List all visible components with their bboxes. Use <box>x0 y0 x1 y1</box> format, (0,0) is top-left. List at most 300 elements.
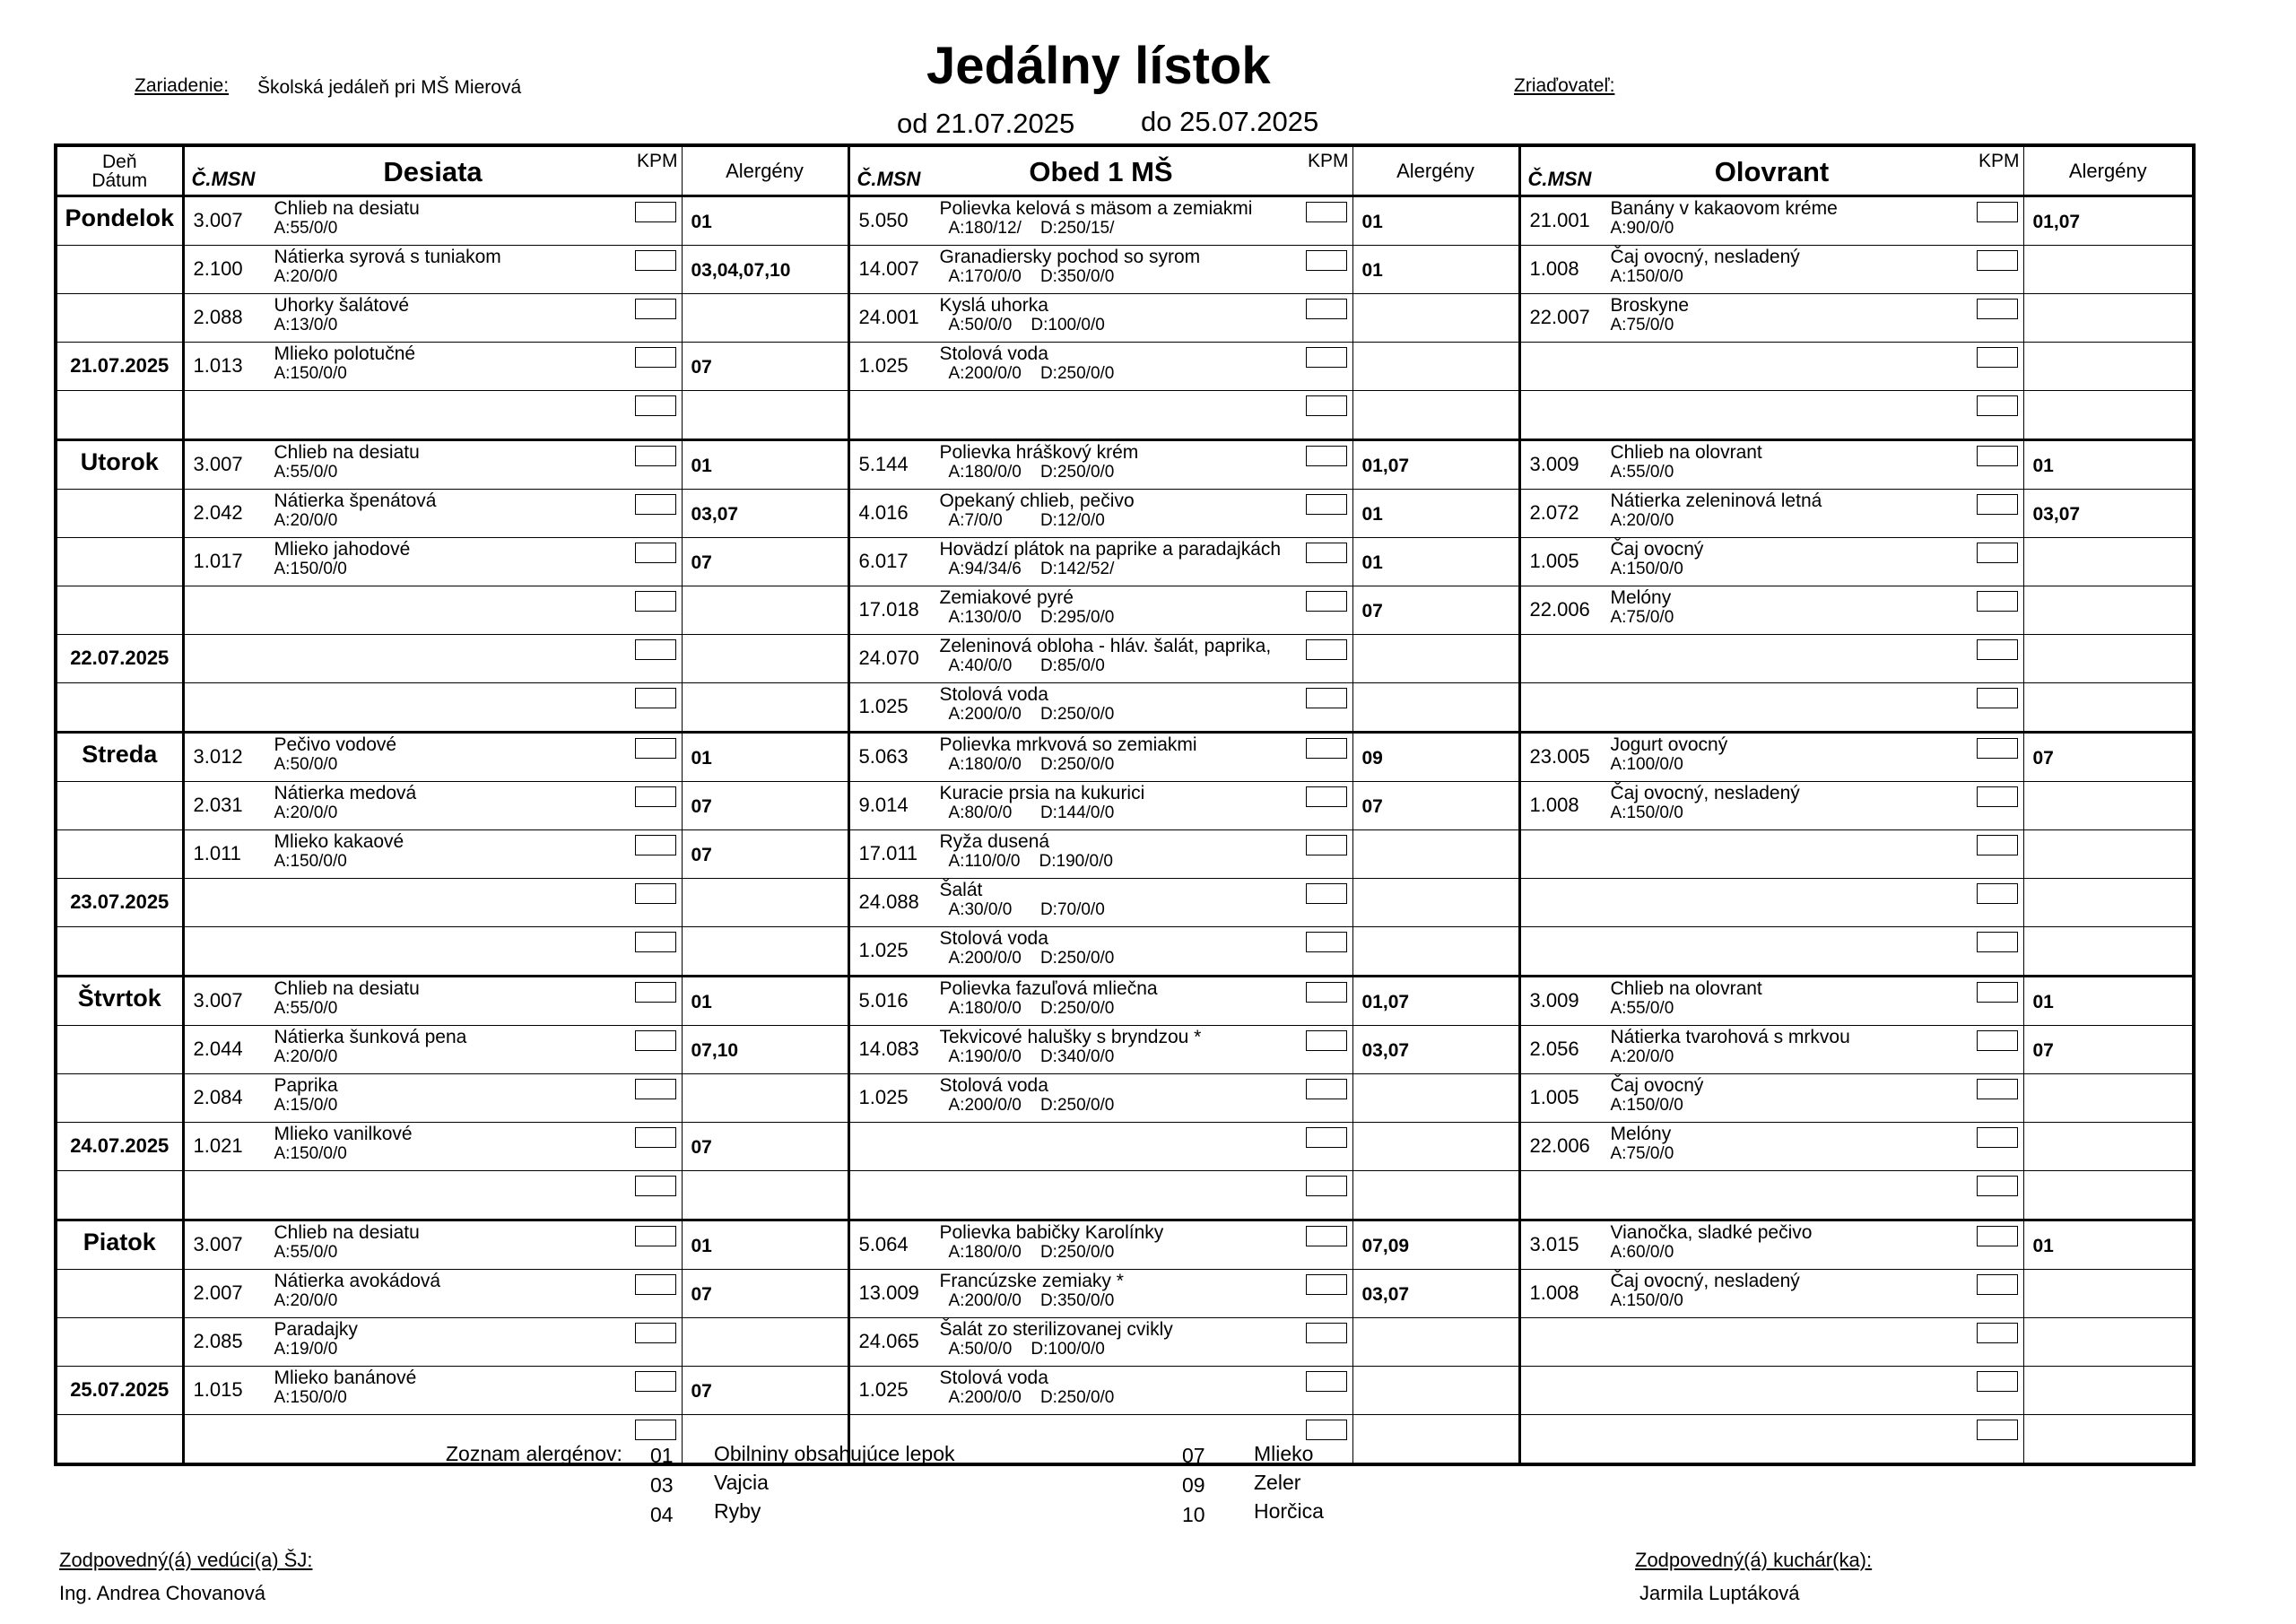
meal-cell <box>1519 440 2023 490</box>
allergen-cell <box>682 683 848 733</box>
meal-code: 2.084 <box>193 1086 243 1108</box>
kpm-checkbox[interactable] <box>1977 883 2018 904</box>
meal-code: 24.001 <box>858 306 919 328</box>
kpm-checkbox[interactable] <box>635 1079 676 1099</box>
meal-cell <box>848 977 1352 1026</box>
allergen-cell <box>1352 830 1519 879</box>
allergen-cell <box>682 635 848 683</box>
allergen-codes: 07,09 <box>1361 1236 1410 1256</box>
meal-cell <box>848 490 1352 538</box>
kpm-checkbox[interactable] <box>635 932 676 952</box>
allergen-cell <box>682 977 848 1026</box>
meal-portion: A:55/0/0 <box>274 219 338 238</box>
meal-name: Chlieb na desiatu <box>274 198 420 219</box>
table-row <box>56 1074 2194 1123</box>
facility-label: Zariadenie: <box>135 75 230 96</box>
allergen-cell <box>2023 782 2194 830</box>
meal-cell <box>848 294 1352 343</box>
meal-name: Stolová voda <box>939 1075 1048 1096</box>
table-row <box>56 586 2194 635</box>
meal-cell <box>848 1318 1352 1367</box>
facility-name: Školská jedáleň pri MŠ Mierová <box>257 77 522 98</box>
meal-cell <box>848 1270 1352 1318</box>
meal-portion: A:30/0/0 D:70/0/0 <box>948 900 1105 919</box>
kpm-checkbox[interactable] <box>1977 543 2018 563</box>
kpm-checkbox[interactable] <box>1306 1226 1347 1246</box>
legend-code: 04 <box>650 1503 674 1526</box>
day-cell <box>56 294 183 343</box>
table-row <box>56 1270 2194 1318</box>
meal-portion: A:170/0/0 D:350/0/0 <box>948 267 1115 286</box>
kpm-checkbox[interactable] <box>635 494 676 515</box>
kpm-checkbox[interactable] <box>1306 982 1347 1003</box>
allergen-cell <box>2023 1270 2194 1318</box>
kpm-checkbox[interactable] <box>1306 1274 1347 1295</box>
allergen-cell <box>1352 586 1519 635</box>
meal-code: 1.005 <box>1529 550 1579 572</box>
meal-cell <box>183 1367 682 1415</box>
kpm-checkbox[interactable] <box>635 395 676 416</box>
kpm-checkbox[interactable] <box>1306 786 1347 807</box>
meal-cell <box>183 1123 682 1171</box>
kpm-checkbox[interactable] <box>1977 347 2018 368</box>
meal-name: Banány v kakaovom kréme <box>1610 198 1838 219</box>
allergen-cell <box>1352 440 1519 490</box>
meal-portion: A:50/0/0 D:100/0/0 <box>948 1340 1105 1359</box>
kpm-checkbox[interactable] <box>1977 639 2018 660</box>
kpm-checkbox[interactable] <box>1306 1030 1347 1051</box>
menu-table <box>54 143 2196 1466</box>
kpm-checkbox[interactable] <box>1306 835 1347 855</box>
day-name: Pondelok <box>65 204 174 231</box>
kpm-checkbox[interactable] <box>635 883 676 904</box>
kpm-checkbox[interactable] <box>635 1176 676 1196</box>
allergen-cell <box>1352 538 1519 586</box>
meal-portion: A:150/0/0 <box>1610 1291 1683 1310</box>
allergen-codes: 03,07 <box>1361 1040 1410 1061</box>
meal-cell <box>183 635 682 683</box>
kpm-checkbox[interactable] <box>1306 1176 1347 1196</box>
allergen-cell <box>1352 879 1519 927</box>
kpm-checkbox[interactable] <box>1306 688 1347 708</box>
meal-name: Mlieko vanilkové <box>274 1124 413 1144</box>
meal-code: 22.007 <box>1529 306 1590 328</box>
kpm-checkbox[interactable] <box>1977 738 2018 759</box>
kpm-checkbox[interactable] <box>1306 1323 1347 1343</box>
meal-cell <box>1519 1026 2023 1074</box>
meal-code: 1.005 <box>1529 1086 1579 1108</box>
allergen-codes: 01,07 <box>2032 212 2081 232</box>
meal-portion: A:40/0/0 D:85/0/0 <box>948 656 1105 675</box>
meal-portion: A:150/0/0 <box>1610 560 1683 578</box>
kpm-checkbox[interactable] <box>1977 982 2018 1003</box>
meal-cell <box>183 927 682 977</box>
kpm-checkbox[interactable] <box>635 250 676 271</box>
allergen-codes: 01 <box>1361 504 1383 525</box>
day-date: 24.07.2025 <box>70 1134 170 1157</box>
meal-portion: A:20/0/0 <box>1610 1047 1674 1066</box>
kpm-checkbox[interactable] <box>1306 395 1347 416</box>
allergen-cell <box>1352 733 1519 782</box>
kpm-checkbox[interactable] <box>1306 639 1347 660</box>
meal-cell <box>1519 879 2023 927</box>
table-row <box>56 1220 2194 1270</box>
day-cell <box>56 196 183 246</box>
kpm-checkbox[interactable] <box>1977 835 2018 855</box>
kpm-checkbox[interactable] <box>1306 347 1347 368</box>
allergen-cell <box>2023 490 2194 538</box>
kpm-checkbox[interactable] <box>1977 494 2018 515</box>
allergen-cell <box>2023 977 2194 1026</box>
meal-name: Šalát <box>939 880 983 900</box>
meal-code: 4.016 <box>858 501 909 524</box>
meal-cell <box>183 1171 682 1220</box>
allergen-cell <box>2023 1318 2194 1367</box>
allergen-cell <box>682 1123 848 1171</box>
meal-portion: A:55/0/0 <box>274 463 338 482</box>
kpm-checkbox[interactable] <box>1306 1371 1347 1392</box>
meal-portion: A:150/0/0 <box>274 1144 347 1163</box>
meal-code: 3.007 <box>193 1233 243 1255</box>
allergen-codes: 01 <box>691 1236 712 1256</box>
kpm-checkbox[interactable] <box>1977 395 2018 416</box>
allergen-cell <box>682 586 848 635</box>
kpm-checkbox[interactable] <box>1977 786 2018 807</box>
meal-code: 3.012 <box>193 745 243 768</box>
meal-name: Opekaný chlieb, pečivo <box>939 491 1135 511</box>
meal-name: Mlieko polotučné <box>274 343 416 364</box>
allergen-cell <box>2023 196 2194 246</box>
kpm-checkbox[interactable] <box>1977 1371 2018 1392</box>
kpm-checkbox[interactable] <box>1977 1030 2018 1051</box>
kpm-checkbox[interactable] <box>635 639 676 660</box>
kpm-checkbox[interactable] <box>1977 591 2018 612</box>
meal-cell <box>183 1074 682 1123</box>
allergen-cell <box>2023 391 2194 440</box>
meal-portion: A:200/0/0 D:350/0/0 <box>948 1291 1115 1310</box>
meal-portion: A:150/0/0 <box>1610 267 1683 286</box>
day-cell <box>56 440 183 490</box>
meal-code: 14.007 <box>858 257 919 280</box>
kpm-checkbox[interactable] <box>1306 1127 1347 1148</box>
allergen-cell <box>2023 1171 2194 1220</box>
day-cell <box>56 1074 183 1123</box>
meal-cell <box>1519 927 2023 977</box>
allergen-cell <box>2023 1367 2194 1415</box>
meal-portion: A:150/0/0 <box>274 1388 347 1407</box>
table-row <box>56 391 2194 440</box>
kpm-checkbox[interactable] <box>635 1371 676 1392</box>
meal-name: Chlieb na desiatu <box>274 442 420 463</box>
meal-code: 1.025 <box>858 695 909 717</box>
meal-cell <box>183 1220 682 1270</box>
allergen-cell <box>1352 1318 1519 1367</box>
meal-cell <box>1519 294 2023 343</box>
allergen-cell <box>2023 683 2194 733</box>
day-cell <box>56 1318 183 1367</box>
day-cell <box>56 1171 183 1220</box>
kpm-checkbox[interactable] <box>1977 299 2018 319</box>
allergen-cell <box>1352 927 1519 977</box>
table-row <box>56 683 2194 733</box>
meal-portion: A:150/0/0 <box>274 852 347 871</box>
day-cell <box>56 927 183 977</box>
kpm-checkbox[interactable] <box>1306 494 1347 515</box>
kpm-checkbox[interactable] <box>1306 591 1347 612</box>
kpm-checkbox[interactable] <box>635 347 676 368</box>
meal-cell <box>1519 1171 2023 1220</box>
meal-cell <box>848 733 1352 782</box>
period-to-date: 25.07.2025 <box>1179 106 1319 137</box>
meal-name: Francúzske zemiaky * <box>939 1271 1124 1291</box>
kpm-checkbox[interactable] <box>1977 1127 2018 1148</box>
legend-name: Vajcia <box>714 1471 769 1494</box>
meal-portion: A:200/0/0 D:250/0/0 <box>948 1388 1115 1407</box>
meal-code: 5.063 <box>858 745 909 768</box>
legend-code: 10 <box>1182 1503 1205 1526</box>
meal-code: 3.007 <box>193 453 243 475</box>
kpm-checkbox[interactable] <box>635 1226 676 1246</box>
kpm-checkbox[interactable] <box>635 299 676 319</box>
cook-name: Jarmila Luptáková <box>1639 1582 1800 1604</box>
kpm-checkbox[interactable] <box>635 543 676 563</box>
meal-name: Polievka mrkvová so zemiakmi <box>939 734 1197 755</box>
meal-name: Zemiakové pyré <box>939 587 1074 608</box>
meal-code: 1.025 <box>858 1086 909 1108</box>
kpm-checkbox[interactable] <box>1306 202 1347 222</box>
day-name: Streda <box>82 741 158 768</box>
period-from-label: od <box>897 108 928 139</box>
meal-cell <box>1519 635 2023 683</box>
legend-code: 07 <box>1182 1444 1205 1467</box>
day-cell <box>56 586 183 635</box>
meal-code: 6.017 <box>858 550 909 572</box>
meal-portion: A:20/0/0 <box>1610 511 1674 530</box>
kpm-checkbox[interactable] <box>1977 688 2018 708</box>
table-row <box>56 830 2194 879</box>
meal-portion: A:20/0/0 <box>274 1047 338 1066</box>
meal-name: Chlieb na olovrant <box>1610 978 1762 999</box>
meal-code: 5.064 <box>858 1233 909 1255</box>
cook-label: Zodpovedný(á) kuchár(ka): <box>1635 1549 1873 1571</box>
allergen-cell <box>1352 1074 1519 1123</box>
meal-code: 23.005 <box>1529 745 1590 768</box>
allergen-cell <box>2023 294 2194 343</box>
meal-code: 5.016 <box>858 989 909 1012</box>
meal-code: 2.072 <box>1529 501 1579 524</box>
allergen-codes: 01,07 <box>1361 456 1410 476</box>
allergen-cell <box>682 733 848 782</box>
allergen-cell <box>1352 782 1519 830</box>
section-header-1 <box>183 145 682 196</box>
meal-portion: A:13/0/0 <box>274 316 338 334</box>
day-cell <box>56 830 183 879</box>
kpm-checkbox[interactable] <box>1306 299 1347 319</box>
allergen-cell <box>2023 1074 2194 1123</box>
meal-name: Melóny <box>1610 1124 1672 1144</box>
kpm-checkbox[interactable] <box>635 1420 676 1440</box>
meal-code: 21.001 <box>1529 209 1590 231</box>
day-cell <box>56 1220 183 1270</box>
day-cell <box>56 1026 183 1074</box>
meal-cell <box>1519 830 2023 879</box>
meal-cell <box>848 1171 1352 1220</box>
meal-name: Chlieb na olovrant <box>1610 442 1762 463</box>
kpm-checkbox[interactable] <box>1306 543 1347 563</box>
allergen-codes: 01 <box>691 748 712 769</box>
allergen-cell <box>682 1318 848 1367</box>
meal-code: 3.015 <box>1529 1233 1579 1255</box>
meal-name: Broskyne <box>1610 295 1690 316</box>
meal-code: 1.008 <box>1529 257 1579 280</box>
meal-cell <box>1519 1270 2023 1318</box>
day-cell <box>56 635 183 683</box>
kpm-checkbox[interactable] <box>635 786 676 807</box>
kpm-checkbox[interactable] <box>635 835 676 855</box>
kpm-checkbox[interactable] <box>1977 1226 2018 1246</box>
allergen-cell <box>682 1270 848 1318</box>
section-title: Desiata <box>383 156 483 187</box>
meal-code: 1.011 <box>193 842 241 864</box>
meal-cell <box>1519 683 2023 733</box>
meal-name: Polievka babičky Karolínky <box>939 1222 1164 1243</box>
day-cell <box>56 343 183 391</box>
allergens-header: Alergény <box>1352 145 1519 196</box>
manager-label: Zodpovedný(á) vedúci(a) ŠJ: <box>59 1549 313 1571</box>
allergen-codes: 07 <box>691 357 712 378</box>
allergen-codes: 01 <box>691 456 712 476</box>
kpm-checkbox[interactable] <box>1306 446 1347 466</box>
meal-name: Chlieb na desiatu <box>274 978 420 999</box>
period-to-label: do <box>1141 106 1172 137</box>
kpm-checkbox[interactable] <box>1306 1420 1347 1440</box>
meal-cell <box>848 246 1352 294</box>
meal-name: Stolová voda <box>939 928 1048 949</box>
meal-name: Polievka kelová s mäsom a zemiakmi <box>939 198 1253 219</box>
meal-name: Hovädzí plátok na paprike a paradajkách <box>939 539 1282 560</box>
meal-portion: A:20/0/0 <box>274 267 338 286</box>
kpm-checkbox[interactable] <box>1306 1079 1347 1099</box>
allergen-cell <box>682 1367 848 1415</box>
meal-portion: A:90/0/0 <box>1610 219 1674 238</box>
kpm-checkbox[interactable] <box>1977 1274 2018 1295</box>
meal-cell <box>183 294 682 343</box>
allergen-cell <box>1352 196 1519 246</box>
allergen-cell <box>682 1220 848 1270</box>
kpm-checkbox[interactable] <box>635 202 676 222</box>
meal-cell <box>183 1026 682 1074</box>
kpm-checkbox[interactable] <box>1977 250 2018 271</box>
section-title: Obed 1 MŠ <box>1029 156 1173 187</box>
kpm-checkbox[interactable] <box>1977 1323 2018 1343</box>
meal-portion: A:55/0/0 <box>274 999 338 1018</box>
kpm-checkbox[interactable] <box>1977 932 2018 952</box>
kpm-checkbox[interactable] <box>635 1274 676 1295</box>
meal-cell <box>1519 196 2023 246</box>
kpm-checkbox[interactable] <box>1977 1176 2018 1196</box>
meal-cell <box>1519 1074 2023 1123</box>
kpm-checkbox[interactable] <box>635 688 676 708</box>
legend-name: Mlieko <box>1254 1442 1314 1465</box>
kpm-checkbox[interactable] <box>635 1323 676 1343</box>
meal-name: Čaj ovocný, nesladený <box>1610 247 1800 267</box>
table-row <box>56 490 2194 538</box>
table-row <box>56 538 2194 586</box>
day-cell <box>56 733 183 782</box>
table-row <box>56 782 2194 830</box>
allergen-cell <box>1352 294 1519 343</box>
kpm-checkbox[interactable] <box>1977 446 2018 466</box>
meal-code: 1.025 <box>858 354 909 377</box>
allergen-cell <box>2023 586 2194 635</box>
kpm-checkbox[interactable] <box>635 1127 676 1148</box>
kpm-checkbox[interactable] <box>1306 883 1347 904</box>
day-name: Piatok <box>83 1229 156 1255</box>
legend-name: Zeler <box>1254 1471 1301 1494</box>
allergens-header: Alergény <box>682 145 848 196</box>
meal-name: Nátierka zeleninová letná <box>1610 491 1822 511</box>
allergen-codes: 03,07 <box>691 504 739 525</box>
meal-portion: A:7/0/0 D:12/0/0 <box>948 511 1105 530</box>
legend-code: 03 <box>650 1473 674 1497</box>
kpm-checkbox[interactable] <box>1977 202 2018 222</box>
kpm-checkbox[interactable] <box>1977 1079 2018 1099</box>
table-row <box>56 343 2194 391</box>
kpm-checkbox[interactable] <box>1306 250 1347 271</box>
kpm-checkbox[interactable] <box>635 982 676 1003</box>
kpm-checkbox[interactable] <box>635 738 676 759</box>
day-header-line2: Dátum <box>91 169 148 191</box>
kpm-checkbox[interactable] <box>635 446 676 466</box>
kpm-checkbox[interactable] <box>635 1030 676 1051</box>
table-row <box>56 1171 2194 1220</box>
legend-name: Horčica <box>1254 1499 1324 1523</box>
day-cell <box>56 490 183 538</box>
table-row <box>56 927 2194 977</box>
allergen-codes: 03,07 <box>2032 504 2081 525</box>
allergen-cell <box>682 879 848 927</box>
table-row <box>56 440 2194 490</box>
allergen-codes: 07 <box>691 1284 712 1305</box>
kpm-checkbox[interactable] <box>1306 932 1347 952</box>
day-date: 23.07.2025 <box>70 890 170 913</box>
kpm-checkbox[interactable] <box>1306 738 1347 759</box>
day-cell <box>56 977 183 1026</box>
table-row <box>56 196 2194 246</box>
day-cell <box>56 683 183 733</box>
msn-header: Č.MSN <box>857 168 921 190</box>
meal-portion: A:190/0/0 D:340/0/0 <box>948 1047 1115 1066</box>
kpm-checkbox[interactable] <box>635 591 676 612</box>
allergen-codes: 01 <box>1361 552 1383 573</box>
meal-name: Jogurt ovocný <box>1610 734 1728 755</box>
meal-cell <box>1519 977 2023 1026</box>
meal-portion: A:75/0/0 <box>1610 1144 1674 1163</box>
meal-portion: A:180/0/0 D:250/0/0 <box>948 463 1115 482</box>
meal-portion: A:150/0/0 <box>274 560 347 578</box>
meal-cell <box>848 1026 1352 1074</box>
meal-name: Melóny <box>1610 587 1672 608</box>
kpm-checkbox[interactable] <box>1977 1420 2018 1440</box>
table-row <box>56 294 2194 343</box>
day-date: 25.07.2025 <box>70 1378 170 1401</box>
allergen-cell <box>2023 343 2194 391</box>
section-title: Olovrant <box>1714 156 1830 187</box>
day-header-line1: Deň <box>101 151 137 172</box>
allergen-cell <box>682 440 848 490</box>
meal-name: Nátierka špenátová <box>274 491 437 511</box>
meal-portion: A:200/0/0 D:250/0/0 <box>948 949 1115 968</box>
